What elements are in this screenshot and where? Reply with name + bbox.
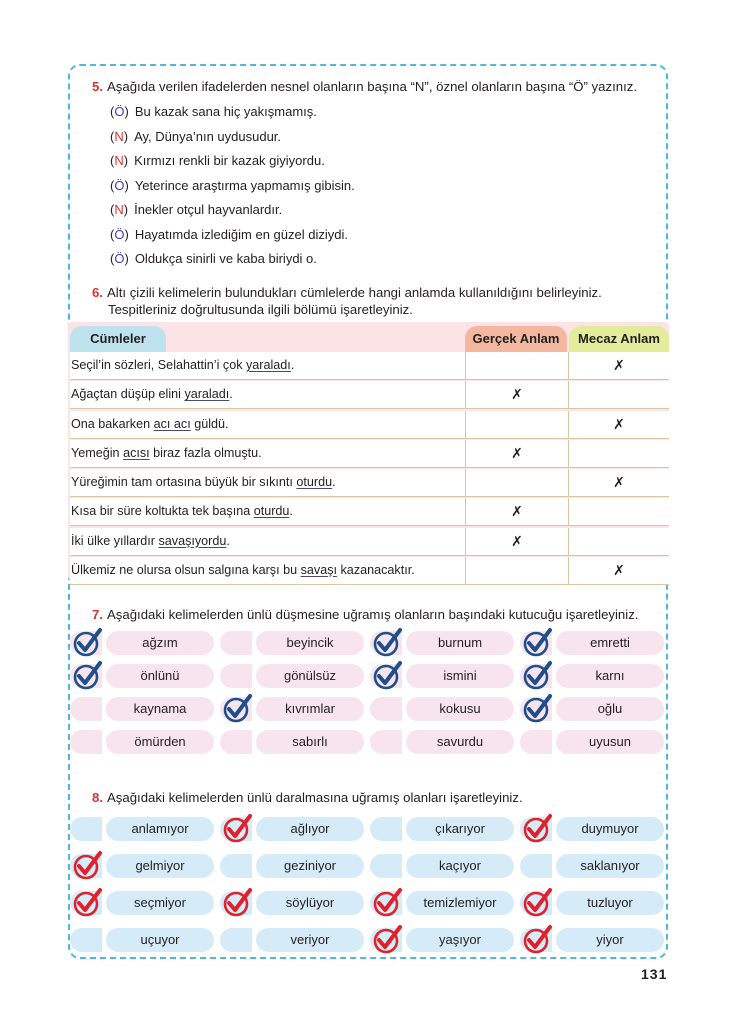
meaning-table	[68, 322, 669, 580]
q6-prompt-line1: Altı çizili kelimelerin bulundukları cümlelerde hangi anlamda kullanıldığını belirleyiniz.	[107, 285, 602, 300]
word-pill: önlünü	[106, 664, 214, 688]
sentence-pre: Yüreğimin tam ortasına büyük bir sıkıntı	[71, 475, 297, 490]
word-item	[70, 725, 220, 758]
sentence-post: .	[332, 475, 336, 490]
table-rows	[70, 352, 669, 586]
word-pill: ömürden	[106, 730, 214, 754]
sentence-post: .	[290, 358, 295, 372]
word-pill: gönülsüz	[256, 664, 364, 688]
q5-item	[110, 247, 355, 272]
statement-text: Yeterince araştırma yapmamış gibisin.	[134, 177, 355, 193]
table-row	[70, 557, 669, 585]
statement-text: Kırmızı renkli bir kazak giyiyordu.	[134, 153, 325, 169]
sentence-post: kazanacaktır.	[337, 563, 415, 578]
word-pill: kaçıyor	[406, 854, 514, 878]
checkmark-icon	[522, 660, 554, 692]
checkbox[interactable]	[520, 928, 552, 952]
checkbox[interactable]	[370, 664, 402, 688]
word-pill: oğlu	[556, 697, 664, 721]
figurative-cell[interactable]: ✗	[613, 357, 625, 373]
sentence-cell	[70, 381, 466, 408]
underlined-word: savaşı	[300, 563, 338, 578]
word-item	[70, 626, 220, 659]
checkbox[interactable]	[370, 817, 402, 841]
checkbox[interactable]	[370, 697, 402, 721]
sentence-cell	[70, 469, 466, 496]
checkbox[interactable]	[70, 631, 102, 655]
word-item	[220, 812, 370, 845]
word-pill: yaşıyor	[406, 928, 514, 952]
answer-value: N	[114, 202, 124, 218]
word-item	[370, 626, 520, 659]
word-pill: ismini	[406, 664, 514, 688]
checkbox[interactable]	[220, 631, 252, 655]
checkbox[interactable]	[520, 697, 552, 721]
table-row	[70, 440, 669, 468]
checkbox[interactable]	[220, 928, 252, 952]
answer-value: N	[114, 128, 124, 144]
page-number: 131	[641, 966, 668, 982]
word-pill: saklanıyor	[556, 854, 664, 878]
checkbox[interactable]	[370, 928, 402, 952]
statement-text: Bu kazak sana hiç yakışmamış.	[134, 104, 317, 120]
word-item	[520, 812, 670, 845]
q8-number: 8.	[92, 790, 103, 805]
underlined-word: oturdu	[253, 504, 290, 519]
word-pill: kokusu	[406, 697, 514, 721]
word-pill: temizlemiyor	[406, 891, 514, 915]
word-item	[220, 659, 370, 692]
table-row	[70, 352, 669, 380]
sentence-post: güldü.	[190, 416, 229, 431]
q7-prompt-text: Aşağıdaki kelimelerden ünlü düşmesine uğramış olanların başındaki kutucuğu işaretleyiniz.	[107, 607, 639, 622]
word-pill: tuzluyor	[556, 891, 664, 915]
sentence-cell	[70, 440, 466, 467]
word-pill: kaynama	[106, 697, 214, 721]
checkbox[interactable]	[70, 928, 102, 952]
word-pill: anlamıyor	[106, 817, 214, 841]
sentence-pre: Yemeğin	[71, 445, 124, 460]
answer-slot[interactable]: (Ö)	[110, 251, 129, 267]
checkmark-icon	[72, 850, 104, 882]
literal-cell[interactable]: ✗	[466, 498, 569, 525]
answer-slot[interactable]: (N)	[110, 202, 129, 218]
word-pill: emretti	[556, 631, 664, 655]
word-pill: sabırlı	[256, 730, 364, 754]
answer-value: N	[114, 153, 124, 169]
word-item	[70, 886, 220, 919]
checkmark-icon	[372, 660, 404, 692]
word-pill: kıvrımlar	[256, 697, 364, 721]
checkmark-icon	[222, 693, 254, 725]
figurative-cell[interactable]: ✗	[613, 474, 625, 491]
word-item	[520, 923, 670, 956]
table-row	[70, 411, 669, 439]
q5-item	[110, 174, 355, 199]
word-item	[370, 659, 520, 692]
checkbox[interactable]	[520, 854, 552, 878]
checkbox[interactable]	[220, 891, 252, 915]
answer-slot[interactable]: (N)	[110, 128, 129, 144]
word-item	[70, 659, 220, 692]
literal-cell[interactable]: ✗	[466, 440, 569, 467]
q7-word-grid	[70, 626, 670, 758]
checkmark-icon	[522, 813, 554, 845]
word-pill: gelmiyor	[106, 854, 214, 878]
word-item	[370, 923, 520, 956]
word-item	[70, 849, 220, 882]
checkmark-icon	[372, 887, 404, 919]
sentence-post: .	[289, 504, 293, 519]
statement-text: Oldukça sinirli ve kaba biriydi o.	[134, 251, 317, 267]
checkbox[interactable]	[220, 730, 252, 754]
checkbox[interactable]	[220, 697, 252, 721]
word-item	[70, 692, 220, 725]
checkbox[interactable]	[70, 664, 102, 688]
sentence-pre: Kısa bir süre koltukta tek başına	[71, 504, 254, 519]
sentence-pre: İki ülke yıllardır	[71, 533, 159, 548]
underlined-word: acısı	[123, 445, 150, 460]
word-item	[520, 659, 670, 692]
sentence-post: biraz fazla olmuştu.	[149, 445, 262, 460]
sentence-cell	[70, 411, 466, 438]
word-pill: duymuyor	[556, 817, 664, 841]
checkmark-icon	[522, 627, 554, 659]
statement-text: İnekler otçul hayvanlardır.	[134, 202, 283, 218]
checkbox[interactable]	[70, 854, 102, 878]
underlined-word: yaraladı	[246, 358, 291, 372]
figurative-cell[interactable]: ✗	[613, 415, 625, 432]
checkbox[interactable]	[520, 631, 552, 655]
word-item	[220, 692, 370, 725]
literal-cell[interactable]	[466, 557, 569, 584]
checkmark-icon	[222, 887, 254, 919]
word-pill: çıkarıyor	[406, 817, 514, 841]
checkbox[interactable]	[370, 631, 402, 655]
word-pill: yiyor	[556, 928, 664, 952]
word-item	[520, 849, 670, 882]
checkbox[interactable]	[70, 891, 102, 915]
checkmark-icon	[372, 924, 404, 956]
header-figurative: Mecaz Anlam	[569, 326, 669, 352]
answer-slot[interactable]: (Ö)	[110, 226, 129, 242]
table-row	[70, 528, 669, 556]
word-pill: veriyor	[256, 928, 364, 952]
table-row	[70, 469, 669, 497]
answer-value: Ö	[114, 251, 125, 267]
word-item	[520, 886, 670, 919]
word-item	[370, 812, 520, 845]
q7-number: 7.	[92, 607, 103, 622]
checkmark-icon	[522, 887, 554, 919]
q5-item	[110, 100, 355, 125]
answer-value: Ö	[114, 104, 125, 120]
checkmark-icon	[522, 693, 554, 725]
sentence-cell	[70, 498, 466, 525]
word-pill: uyusun	[556, 730, 664, 754]
q5-list	[110, 100, 355, 272]
checkbox[interactable]	[370, 854, 402, 878]
sentence-pre: Ülkemiz ne olursa olsun salgına karşı bu	[71, 563, 301, 578]
q5-item	[110, 149, 355, 174]
table-row	[70, 381, 669, 409]
figurative-cell[interactable]	[569, 498, 669, 525]
q5-number: 5.	[92, 79, 103, 94]
checkbox[interactable]	[520, 817, 552, 841]
header-sentences: Cümleler	[70, 326, 166, 352]
literal-cell[interactable]: ✗	[466, 528, 569, 555]
checkmark-icon	[72, 887, 104, 919]
checkmark-icon	[222, 813, 254, 845]
word-item	[220, 849, 370, 882]
answer-slot[interactable]: (N)	[110, 153, 129, 169]
checkmark-icon	[372, 627, 404, 659]
underlined-word: oturdu	[296, 475, 333, 490]
statement-text: Hayatımda izlediğim en güzel diziydi.	[134, 226, 348, 242]
checkbox[interactable]	[70, 730, 102, 754]
word-item	[220, 886, 370, 919]
literal-cell[interactable]	[466, 411, 569, 438]
word-pill: ağzım	[106, 631, 214, 655]
word-pill: burnum	[406, 631, 514, 655]
answer-value: Ö	[114, 177, 125, 193]
sentence-post: .	[229, 387, 233, 402]
checkbox[interactable]	[520, 891, 552, 915]
answer-value: Ö	[114, 226, 125, 242]
q8-prompt	[92, 789, 523, 806]
figurative-cell[interactable]: ✗	[613, 562, 625, 579]
literal-cell[interactable]	[466, 469, 569, 496]
q6-prompt-line2: Tespitleriniz doğrultusunda ilgili bölümü işaretleyiniz.	[108, 302, 413, 317]
checkmark-icon	[72, 627, 104, 659]
header-literal: Gerçek Anlam	[465, 326, 567, 352]
word-item	[370, 725, 520, 758]
underlined-word: acı acı	[153, 416, 191, 431]
q5-prompt	[92, 78, 637, 95]
word-item	[370, 692, 520, 725]
word-item	[220, 725, 370, 758]
checkbox[interactable]	[220, 664, 252, 688]
word-item	[220, 626, 370, 659]
word-item	[70, 923, 220, 956]
q5-item	[110, 223, 355, 248]
word-item	[70, 812, 220, 845]
q8-word-grid	[70, 812, 670, 956]
word-pill: söylüyor	[256, 891, 364, 915]
checkbox[interactable]	[520, 664, 552, 688]
word-pill: beyincik	[256, 631, 364, 655]
q6-number: 6.	[92, 285, 103, 300]
checkbox[interactable]	[370, 891, 402, 915]
word-item	[520, 692, 670, 725]
statement-text: Ay, Dünya’nın uydusudur.	[134, 128, 282, 144]
underlined-word: savaşıyordu	[158, 533, 227, 548]
q5-item	[110, 198, 355, 223]
word-pill: geziniyor	[256, 854, 364, 878]
q6-prompt	[92, 284, 602, 318]
figurative-cell[interactable]	[569, 528, 669, 555]
answer-slot[interactable]: (Ö)	[110, 177, 129, 193]
checkbox[interactable]	[370, 730, 402, 754]
checkbox[interactable]	[220, 817, 252, 841]
checkbox[interactable]	[70, 697, 102, 721]
word-pill: ağlıyor	[256, 817, 364, 841]
figurative-cell[interactable]	[569, 440, 669, 467]
figurative-cell[interactable]	[569, 381, 669, 408]
checkbox[interactable]	[220, 854, 252, 878]
word-pill: savurdu	[406, 730, 514, 754]
checkbox[interactable]	[70, 817, 102, 841]
word-item	[220, 923, 370, 956]
word-item	[520, 725, 670, 758]
checkmark-icon	[72, 660, 104, 692]
sentence-cell	[70, 352, 466, 379]
sentence-pre: Ağaçtan düşüp elini	[71, 387, 185, 402]
q7-prompt	[92, 606, 638, 623]
literal-cell[interactable]: ✗	[466, 381, 569, 408]
q8-prompt-text: Aşağıdaki kelimelerden ünlü daralmasına uğramış olanları işaretleyiniz.	[107, 790, 523, 805]
literal-cell[interactable]	[466, 352, 569, 379]
word-pill: karnı	[556, 664, 664, 688]
underlined-word: yaraladı	[184, 387, 230, 402]
word-pill: seçmiyor	[106, 891, 214, 915]
word-item	[520, 626, 670, 659]
q5-item	[110, 125, 355, 150]
word-item	[370, 849, 520, 882]
sentence-pre: Seçil’in sözleri, Selahattin’i çok	[71, 358, 246, 372]
sentence-cell	[70, 528, 466, 555]
table-row	[70, 498, 669, 526]
word-item	[370, 886, 520, 919]
checkbox[interactable]	[520, 730, 552, 754]
sentence-pre: Ona bakarken	[71, 416, 154, 431]
q5-prompt-text: Aşağıda verilen ifadelerden nesnel olanların başına “N”, öznel olanların başına “Ö” yazınız.	[107, 79, 637, 94]
sentence-post: .	[226, 533, 230, 548]
sentence-cell	[70, 557, 466, 584]
checkmark-icon	[522, 924, 554, 956]
word-pill: uçuyor	[106, 928, 214, 952]
answer-slot[interactable]: (Ö)	[110, 104, 129, 120]
